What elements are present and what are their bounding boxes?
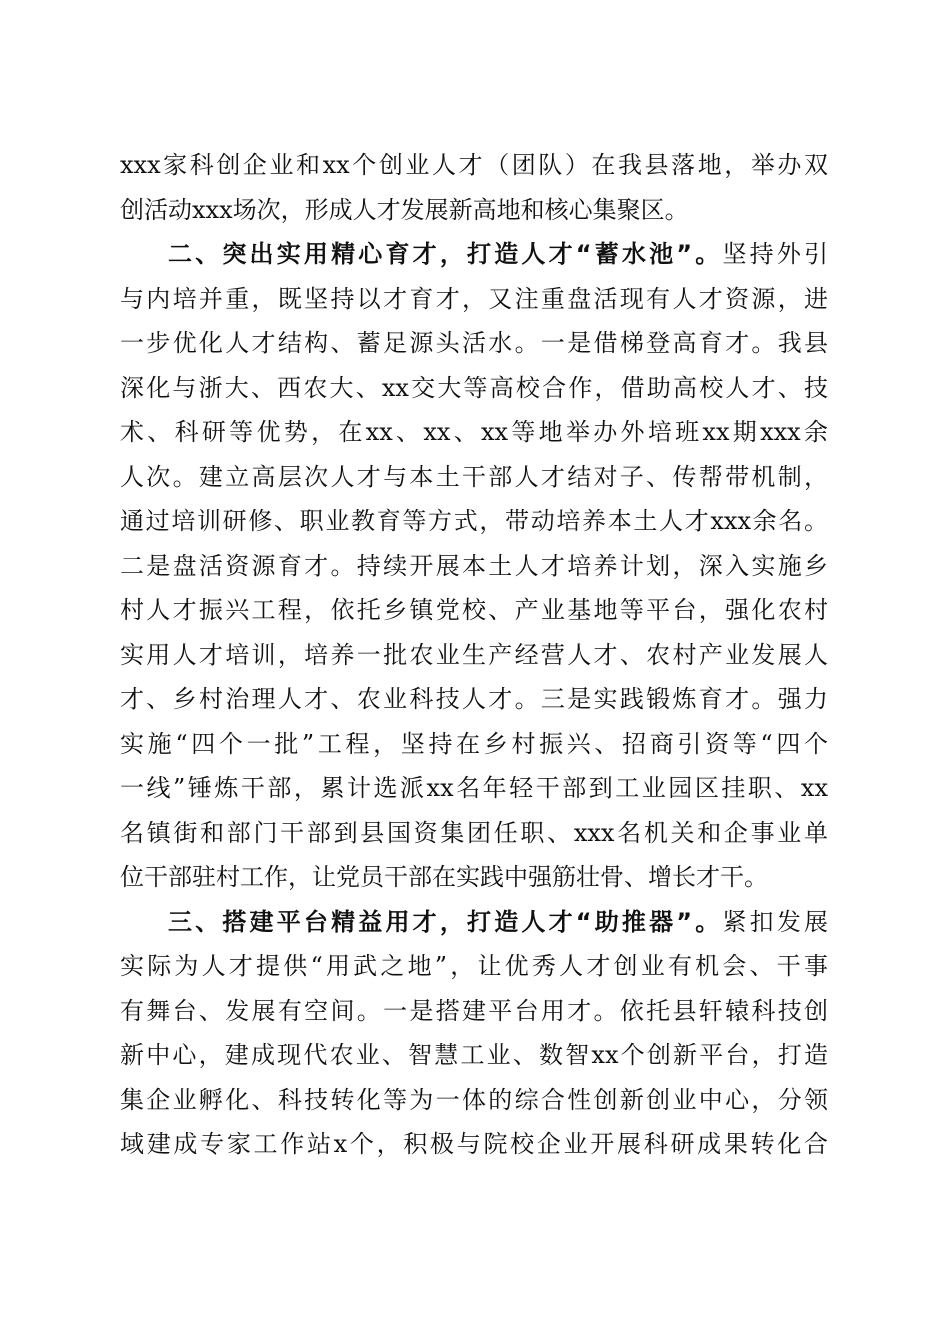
section-heading-3: 三、搭建平台精益用才，打造人才“助推器”。 <box>168 907 723 936</box>
text-line: 二是盘活资源育才。持续开展本土人才培养计划，深入实施乡 <box>120 551 828 580</box>
text-line: 集企业孵化、科技转化等为一体的综合性创新创业中心，分领 <box>120 1085 828 1114</box>
text-line: 村人才振兴工程，依托乡镇党校、产业基地等平台，强化农村 <box>120 596 828 624</box>
text-line: 有舞台、发展有空间。一是搭建平台用才。依托县轩辕科技创 <box>120 996 828 1025</box>
text-line: 创活动xxx场次，形成人才发展新高地和核心集聚区。 <box>120 195 689 224</box>
text-fragment: 坚持外引 <box>722 240 829 268</box>
text-line: 一步优化人才结构、蓄足源头活水。一是借梯登高育才。我县 <box>120 329 828 357</box>
text-line: 实际为人才提供“用武之地”，让优秀人才创业有机会、干事 <box>120 952 828 980</box>
text-fragment: 紧扣发展 <box>722 907 829 936</box>
text-line: 域建成专家工作站x个，积极与院校企业开展科研成果转化合 <box>120 1130 828 1158</box>
paragraph-first-line <box>120 232 828 277</box>
text-line: 名镇街和部门干部到县国资集团任职、xxx名机关和企事业单 <box>120 818 828 847</box>
text-line: 与内培并重，既坚持以才育才，又注重盘活现有人才资源，进 <box>120 284 828 313</box>
text-line: 术、科研等优势，在xx、xx、xx等地举办外培班xx期xxx余 <box>120 418 828 446</box>
text-line: 才、乡村治理人才、农业科技人才。三是实践锻炼育才。强力 <box>120 685 828 713</box>
text-line: 一线”锤炼干部，累计选派xx名年轻干部到工业园区挂职、xx <box>120 774 828 802</box>
text-line: 位干部驻村工作，让党员干部在实践中强筋壮骨、增长才干。 <box>120 863 768 891</box>
text-line: 新中心，建成现代农业、智慧工业、数智xx个创新平台，打造 <box>120 1041 828 1069</box>
section-heading-2: 二、突出实用精心育才，打造人才“蓄水池”。 <box>168 240 723 268</box>
text-line: 实用人才培训，培养一批农业生产经营人才、农村产业发展人 <box>120 640 828 669</box>
document-body <box>120 143 828 1167</box>
text-line: xxx家科创企业和xx个创业人才（团队）在我县落地，举办双 <box>120 151 828 179</box>
text-line: 人次。建立高层次人才与本土干部人才结对子、传帮带机制， <box>120 462 828 491</box>
text-line: 实施“四个一批”工程，坚持在乡村振兴、招商引资等“四个 <box>120 729 828 758</box>
text-line: 深化与浙大、西农大、xx交大等高校合作，借助高校人才、技 <box>120 373 828 402</box>
paragraph-first-line <box>120 900 828 945</box>
text-line: 通过培训研修、职业教育等方式，带动培养本土人才xxx余名。 <box>120 507 828 535</box>
